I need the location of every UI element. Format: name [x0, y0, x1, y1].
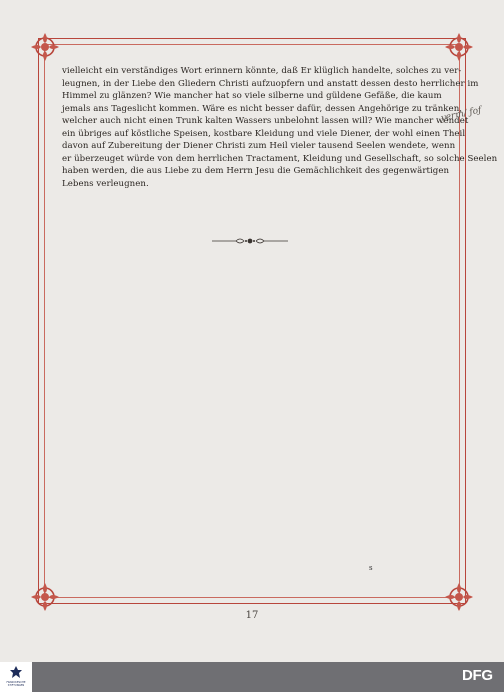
- text-line: Himmel zu glänzen? Wie mancher hat so viele silberne und güldene Gefäße, die kaum: [62, 91, 442, 101]
- handwritten-marginal-note: yerm/ ƒoƒ: [440, 105, 483, 124]
- logo-text-line: STIFTUNGEN: [7, 684, 25, 687]
- logo-text-line: FRANCKESCHE: [6, 681, 26, 684]
- section-divider-ornament-icon: [212, 236, 288, 246]
- corner-ornament-icon: [28, 580, 62, 614]
- dfg-logo[interactable]: DFG: [462, 667, 493, 684]
- text-line: welcher auch nicht einen Trunk kalten Wassers unbelohnt lassen will? Wie mancher wendet: [62, 116, 469, 126]
- text-line: ein übriges auf köstliche Speisen, kostbare Kleidung und viele Diener, der wohl einen Theil: [62, 128, 466, 139]
- page-number: 17: [245, 610, 259, 621]
- text-line: davon auf Zubereitung der Diener Christi zum Heil vieler tausend Seelen wendete, wenn: [62, 141, 456, 151]
- text-line: vielleicht ein verständiges Wort erinnern könnte, daß Er klüglich handelte, solches zu ver-: [62, 66, 462, 76]
- corner-ornament-icon: [28, 30, 62, 64]
- printer-mark: s: [369, 564, 373, 572]
- text-line: Lebens verleugnen.: [62, 178, 149, 189]
- text-line: er überzeuget würde von dem herrlichen Tractament, Kleidung und Gesellschaft, so solche Seelen: [62, 153, 498, 164]
- corner-ornament-icon: [442, 580, 476, 614]
- corner-ornament-icon: [442, 30, 476, 64]
- franckesche-stiftungen-emblem-icon: [10, 666, 22, 678]
- text-line: jemals ans Tageslicht kommen. Wäre es nicht besser dafür, dessen Angehörige zu tränken,: [62, 103, 463, 114]
- text-line: haben werden, die aus Liebe zu dem Herrn Jesu die Gemächlichkeit des gegenwärtigen: [62, 166, 450, 176]
- text-line: leugnen, in der Liebe den Gliedern Christi aufzuopfern und anstatt dessen desto herrlicher im: [62, 78, 479, 89]
- viewer-footer-bar: [0, 662, 504, 692]
- institution-logo-text: [1, 681, 31, 687]
